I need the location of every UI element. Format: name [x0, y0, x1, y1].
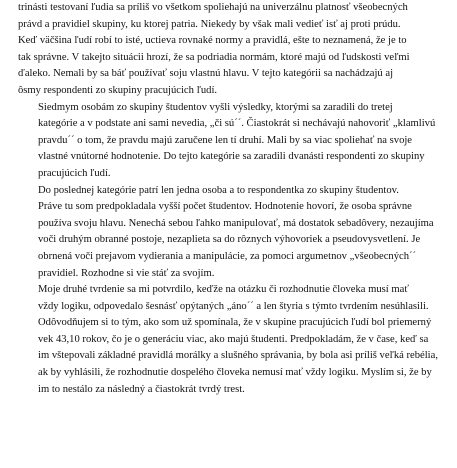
text-line: im to nestálo za následný a čiastokrát tvrdý trest. [38, 383, 245, 395]
text-line: im vštepovali základné pravidlá morálky a slušného správania, by bola asi príliš veľká rebélia, [38, 350, 438, 362]
text-line: tak správne. V takejto situácii hrozí, že sa podriadia normám, ktoré majú od ľudskosti veľmi [18, 51, 410, 63]
text-line: pravidiel. Rozhodne si vie stáť za svojím. [38, 267, 215, 279]
text-line: pravdu´´ o tom, že pravdu majú zaručene len tí druhí. Mali by sa viac spoliehať na svoje [38, 134, 413, 146]
text-line: Siedmym osobám zo skupiny študentov vyšli výsledky, ktorými sa zaradili do tretej [38, 101, 393, 113]
text-line: trinásti testovaní ľudia sa príliš vo všetkom spoliehajú na univerzálnu platnosť všeobecných [18, 2, 408, 13]
text-line: ak by vyhlásili, že rozhodnutie dospelého človeka nemusí mať vždy logiku. Myslím si, že by [38, 367, 432, 379]
text-line: Moje druhé tvrdenie sa mi potvrdilo, keďže na otázku či rozhodnutie človeka musí mať [38, 284, 409, 296]
text-line: používa svoju hlavu. Nenechá sebou ľahko manipulovať, má dostatok sebadôvery, nezaujíma [38, 217, 434, 229]
text-line: pracujúcich ľudí. [38, 167, 111, 179]
text-line: kategórie a v podstate ani sami nevedia, „či sú´´. Čiastokrát si nechávajú nahovoriť „klamlivú [38, 118, 436, 130]
text-line: voči druhým obranné postoje, nezaplieta sa do rôznych výhovoriek a pseudovysvetlení. Je [38, 234, 421, 246]
text-line: ôsmy respondenti zo skupiny pracujúcich ľudí. [18, 84, 218, 96]
text-line: vek 43,10 rokov, čo je o generáciu viac, ako majú študenti. Predpokladám, že v čase, keď sa [38, 333, 429, 345]
paragraph-3 [18, 183, 441, 283]
text-line: Práve tu som predpokladala vyšší počet študentov. Hodnotenie hovorí, že osoba správne [38, 201, 412, 213]
text-line: Do poslednej kategórie patrí len jedna osoba a to respondentka zo skupiny študentov. [38, 184, 399, 196]
paragraph-2 [18, 100, 441, 183]
text-line: vlastné vnútorné hodnotenie. Do tejto kategórie sa zaradili dvanásti respondenti zo skupiny [38, 151, 425, 163]
text-line: obrnená voči prejavom vydierania a manipulácie, za pomoci argumetnov „všeobecných´´ [38, 250, 417, 262]
text-line: Odôvodňujem si to tým, ako som už spomínala, že v skupine pracujúcich ľudí bol priemerný [38, 317, 432, 329]
text-line: ďaleko. Nemali by sa báť používať soju vlastnú hlavu. V tejto kategórii sa nachádzajú aj [18, 68, 394, 80]
text-line: vždy logiku, odpovedalo šesnásť opýtaných „áno´´ a len štyria s týmto tvrdením nesúhlasili. [38, 300, 429, 312]
text-line: Keď väčšina ľudí robí to isté, uctieva rovnaké normy a pravidlá, ešte to neznamená, že je to [18, 35, 407, 47]
text-line: právd a pravidiel skupiny, ku ktorej patria. Niekedy by však mali vedieť isť aj proti prúdu. [18, 18, 401, 30]
paragraph-4 [18, 282, 441, 398]
paragraph-1 [18, 0, 441, 100]
